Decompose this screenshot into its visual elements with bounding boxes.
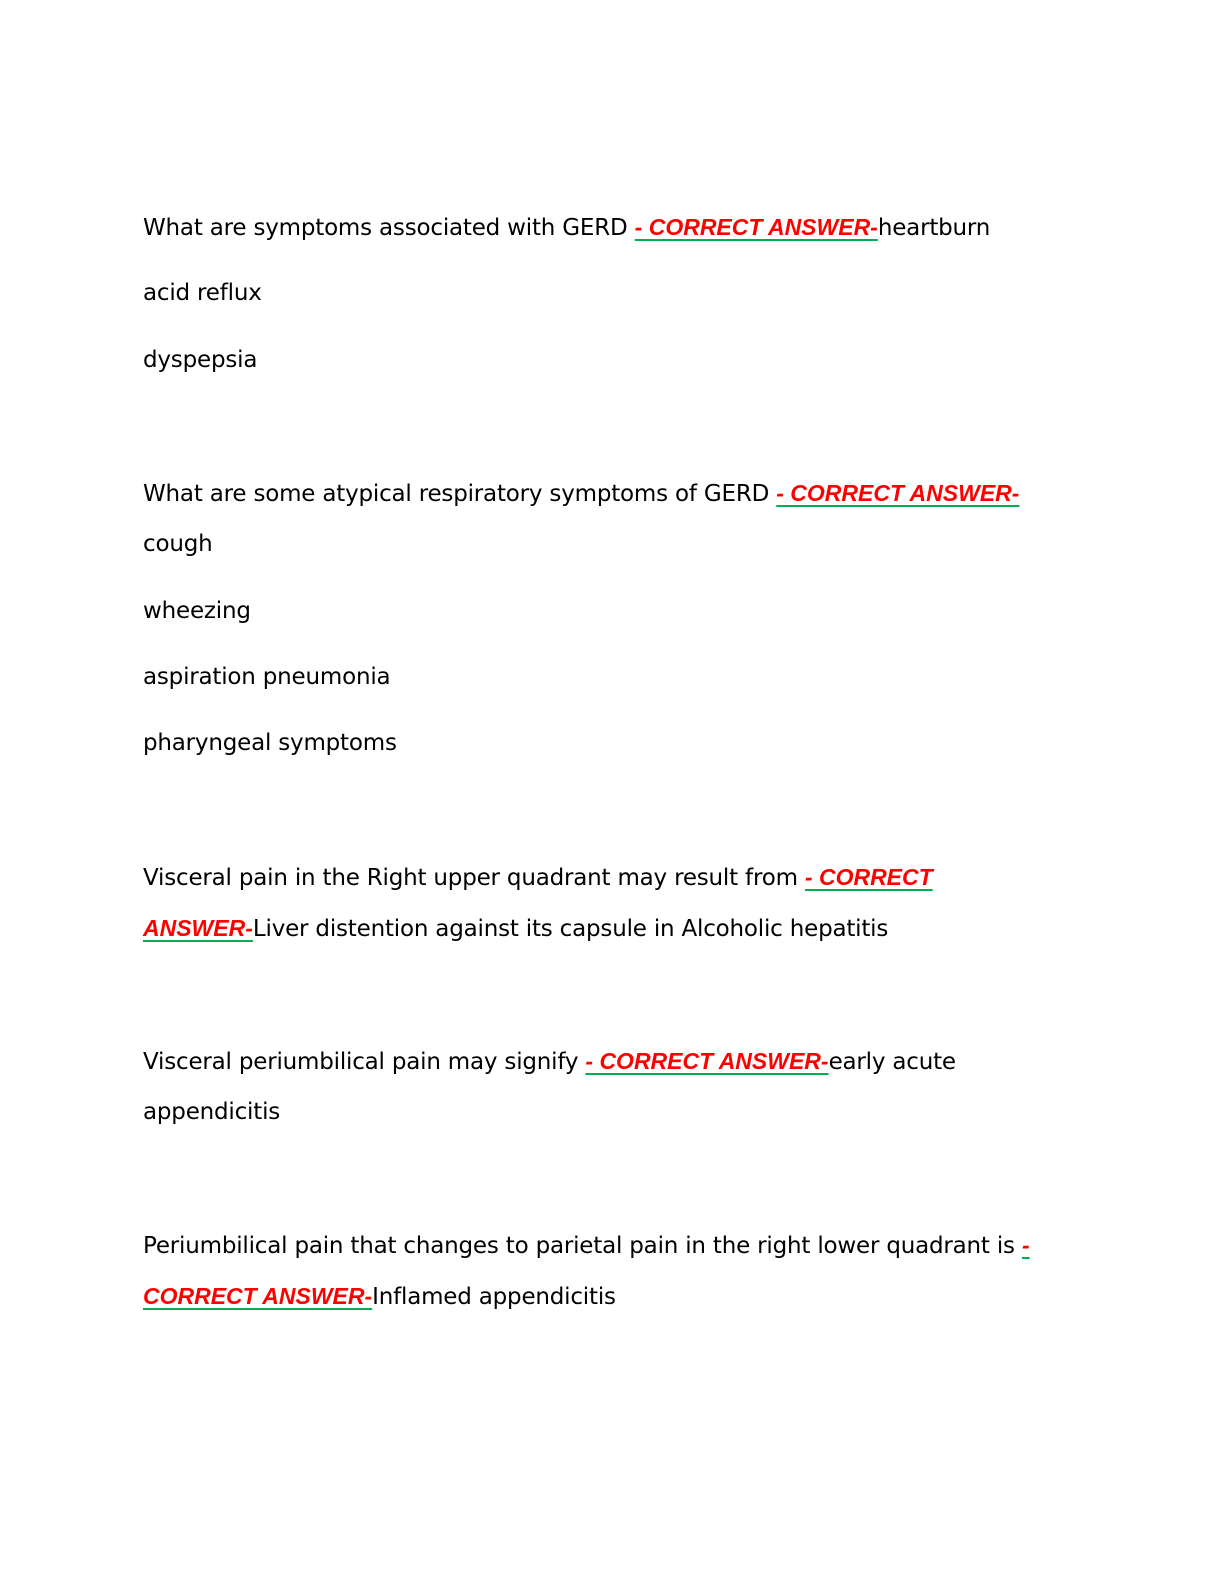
card-2-answer-line-2: wheezing	[143, 598, 251, 624]
card-1-answer-line-1: heartburn	[877, 215, 991, 241]
card-2-answer-line-3: aspiration pneumonia	[143, 664, 391, 690]
card-3-question: Visceral pain in the Right upper quadrant may result from	[143, 865, 805, 891]
card-4-question: Visceral periumbilical pain may signify	[143, 1049, 586, 1075]
correct-answer-label-rest: CORRECT ANSWER-	[143, 1283, 373, 1309]
card-4-answer-line-1: early acute	[828, 1049, 956, 1075]
correct-answer-label-part1: - CORRECT	[804, 864, 933, 890]
card-4-question-line	[143, 1046, 956, 1077]
card-1-answer-line-3: dyspepsia	[143, 347, 258, 373]
card-2-question-line	[143, 478, 1019, 509]
card-5-question-line	[143, 1230, 1030, 1261]
correct-answer-dash: -	[1021, 1232, 1030, 1258]
card-5-answer-line-1: Inflamed appendicitis	[372, 1284, 616, 1310]
card-1-question: What are symptoms associated with GERD	[143, 215, 635, 241]
card-4-answer-line-2: appendicitis	[143, 1099, 281, 1125]
card-3-answer-line-1: Liver distention against its capsule in Alcoholic hepatitis	[252, 916, 889, 942]
card-2-answer-line-4: pharyngeal symptoms	[143, 730, 397, 756]
correct-answer-label-part2: ANSWER-	[143, 915, 253, 941]
card-3-answer-line	[143, 913, 888, 944]
correct-answer-label: - CORRECT ANSWER-	[634, 214, 878, 240]
card-1-question-line	[143, 212, 990, 243]
correct-answer-label: - CORRECT ANSWER-	[776, 480, 1020, 506]
correct-answer-label: - CORRECT ANSWER-	[585, 1048, 829, 1074]
card-5-question: Periumbilical pain that changes to parietal pain in the right lower quadrant is	[143, 1233, 1022, 1259]
card-3-question-line	[143, 862, 933, 893]
card-5-answer-line	[143, 1281, 616, 1312]
card-2-answer-line-1: cough	[143, 531, 213, 557]
card-2-question: What are some atypical respiratory symptoms of GERD	[143, 481, 777, 507]
card-1-answer-line-2: acid reflux	[143, 280, 262, 306]
